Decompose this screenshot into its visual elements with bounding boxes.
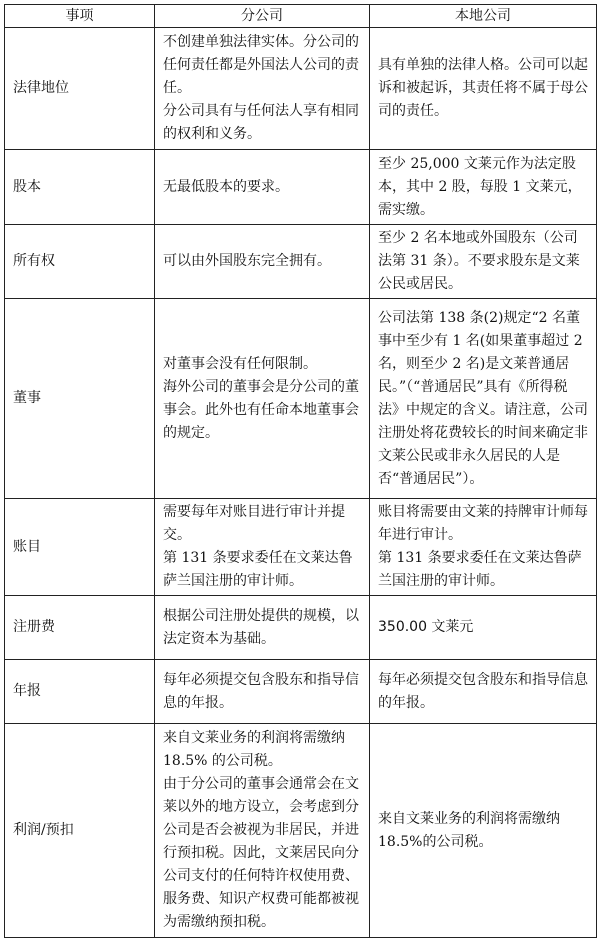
- table-row: [5, 299, 597, 499]
- local-text: 具有单独的法律人格。公司可以起诉和被起诉，其责任将不属于母公司的责任。: [378, 57, 588, 119]
- row-item: 年报: [5, 660, 155, 724]
- local-text: 第 131 条要求委任在文莱达鲁萨兰国注册的审计师。: [378, 550, 582, 589]
- table-row: [5, 724, 597, 938]
- local-text: 来自文莱业务的利润将需缴纳 18.5%的公司税。: [378, 810, 560, 850]
- row-item: 董事: [5, 299, 155, 499]
- header-item: 事项: [5, 5, 155, 28]
- row-branch: [155, 299, 370, 499]
- table-row: [5, 499, 597, 596]
- row-item: 注册费: [5, 596, 155, 660]
- branch-text: 由于分公司的董事会通常会在文莱以外的地方设立，会考虑到分公司是否会被视为非居民，并进行预扣税。因此，文莱居民向分公司支付的任何特许权使用费、服务费、知识产权费可能都被视为需缴纳预扣税。: [163, 776, 359, 930]
- table-row: [5, 225, 597, 299]
- row-item: 股本: [5, 150, 155, 225]
- header-branch: 分公司: [155, 5, 370, 28]
- row-local: [370, 225, 597, 299]
- row-branch: [155, 28, 370, 150]
- local-text: 350.00 文莱元: [378, 619, 474, 635]
- row-local: [370, 660, 597, 724]
- row-item: 利润/预扣: [5, 724, 155, 938]
- row-local: [370, 28, 597, 150]
- local-text: 至少 25,000 文莱元作为法定股本，其中 2 股，每股 1 文莱元，需实缴。: [378, 155, 582, 218]
- row-item: 账目: [5, 499, 155, 596]
- row-local: [370, 299, 597, 499]
- row-branch: [155, 150, 370, 225]
- row-local: [370, 499, 597, 596]
- table-row: [5, 28, 597, 150]
- branch-text: 第 131 条要求委任在文莱达鲁萨兰国注册的审计师。: [163, 550, 353, 589]
- branch-text: 需要每年对账目进行审计并提交。: [163, 504, 345, 543]
- local-text: 至少 2 名本地或外国股东（公司法第 31 条）。不要求股东是文莱公民或居民。: [378, 230, 580, 292]
- local-text: 公司法第 138 条(2)规定“2 名董事中至少有 1 名(如果董事超过 2 名，则至少 2 名)是文莱普通居民。”（“普通居民”具有《所得税法》中规定的含义。请注意，公司注册处将花费较长的时间来确定非文莱公民或非永久居民的人是否“普通居民”）。: [378, 309, 588, 487]
- row-local: [370, 596, 597, 660]
- branch-text: 可以由外国股东完全拥有。: [163, 253, 331, 269]
- branch-text: 无最低股本的要求。: [163, 178, 289, 195]
- row-branch: [155, 660, 370, 724]
- row-item: 所有权: [5, 225, 155, 299]
- branch-text: 海外公司的董事会是分公司的董事会。此外也有任命本地董事会的规定。: [163, 378, 359, 441]
- row-local: [370, 724, 597, 938]
- branch-text: 对董事会没有任何限制。: [163, 355, 317, 372]
- row-local: [370, 150, 597, 225]
- branch-text: 来自文莱业务的利润将需缴纳 18.5% 的公司税。: [163, 730, 345, 769]
- branch-text: 不创建单独法律实体。分公司的任何责任都是外国法人公司的责任。: [163, 34, 359, 96]
- branch-text: 分公司具有与任何法人享有相同的权利和义务。: [163, 103, 359, 142]
- row-branch: [155, 499, 370, 596]
- table-row: [5, 150, 597, 225]
- table-row: [5, 660, 597, 724]
- local-text: 每年必须提交包含股东和指导信息的年报。: [378, 671, 588, 711]
- row-branch: [155, 596, 370, 660]
- header-local: 本地公司: [370, 5, 597, 28]
- row-branch: [155, 225, 370, 299]
- branch-text: 根据公司注册处提供的规模，以法定资本为基础。: [163, 607, 359, 647]
- row-branch: [155, 724, 370, 938]
- row-item: 法律地位: [5, 28, 155, 150]
- local-text: 账目将需要由文莱的持牌审计师每年进行审计。: [378, 504, 588, 543]
- comparison-table: [4, 4, 597, 938]
- table-row: [5, 596, 597, 660]
- header-row: [5, 5, 597, 28]
- branch-text: 每年必须提交包含股东和指导信息的年报。: [163, 671, 359, 711]
